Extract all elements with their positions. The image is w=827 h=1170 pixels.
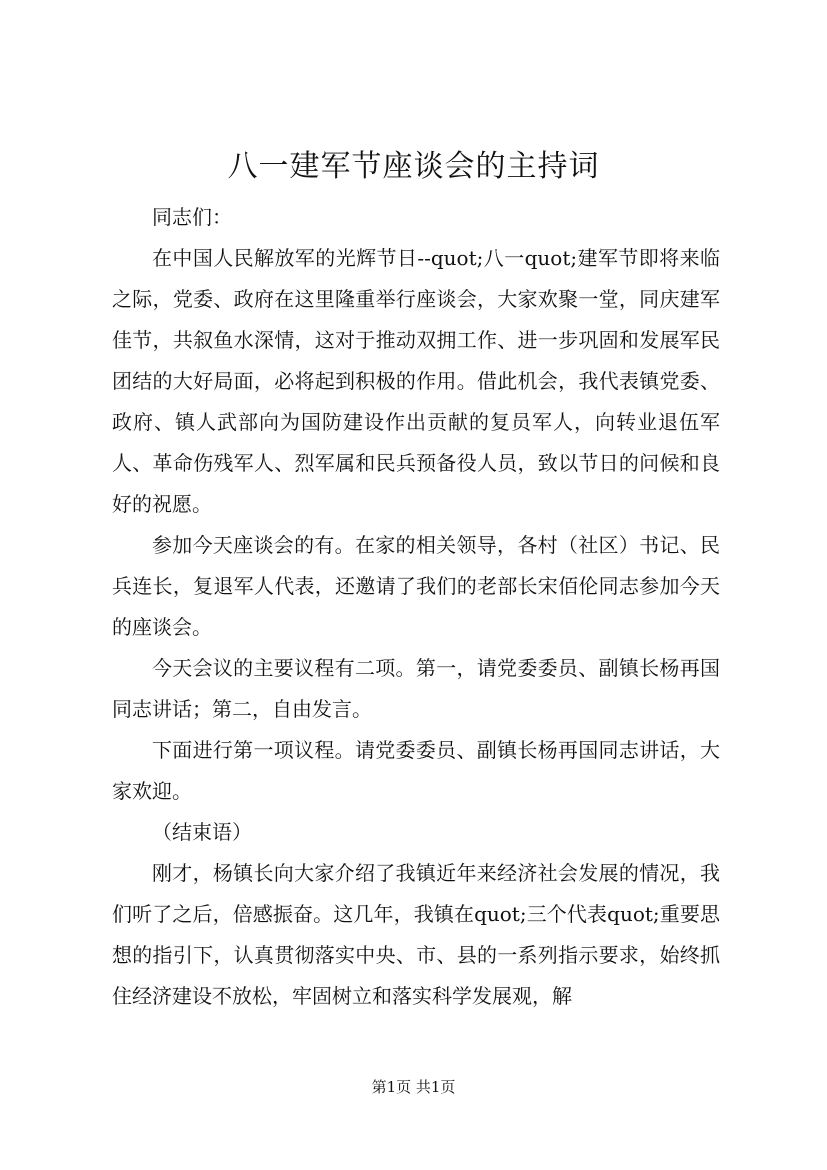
page-footer: 第1页 共1页 (371, 1078, 456, 1096)
document-title: 八一建军节座谈会的主持词 (227, 149, 600, 184)
paragraph-first-item: 下面进行第一项议程。请党委委员、副镇长杨再国同志讲话，大家欢迎。 (112, 738, 720, 803)
paragraph-closing-remarks: 刚才，杨镇长向大家介绍了我镇近年来经济社会发展的情况，我们听了之后，倍感振奋。这几年，我镇在quot;三个代表quot;重要思想的指引下，认真贯彻落实中央、市、县的一系列指示要求，始终抓住经济建设不放松，牢固树立和落实科学发展观，解 (112, 861, 720, 1008)
paragraph-closing-heading: （结束语） (152, 820, 252, 844)
document-body (112, 197, 720, 1017)
paragraph-attendees: 参加今天座谈会的有。在家的相关领导，各村（社区）书记、民兵连长，复退军人代表，还邀请了我们的老部长宋佰伦同志参加今天的座谈会。 (112, 533, 720, 639)
paragraph-greeting: 同志们： (152, 205, 232, 229)
paragraph-opening: 在中国人民解放军的光辉节日--quot;八一quot;建军节即将来临之际，党委、政府在这里隆重举行座谈会，大家欢聚一堂，同庆建军佳节，共叙鱼水深情，这对于推动双拥工作、进一步巩固和发展军民团结的大好局面，必将起到积极的作用。借此机会，我代表镇党委、政府、镇人武部向为国防建设作出贡献的复员军人，向转业退伍军人、革命伤残军人、烈军属和民兵预备役人员，致以节日的问候和良好的祝愿。 (112, 246, 720, 516)
paragraph-agenda: 今天会议的主要议程有二项。第一，请党委委员、副镇长杨再国同志讲话；第二，自由发言。 (112, 656, 720, 721)
